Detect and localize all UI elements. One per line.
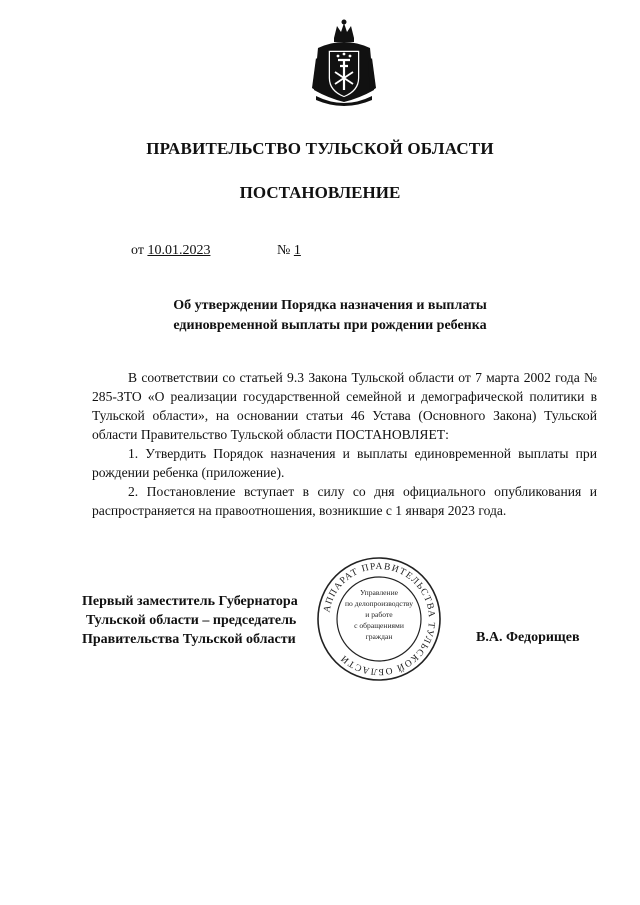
number-sign: № (277, 243, 291, 258)
body-paragraph-preamble: В соответствии со статьей 9.3 Закона Тульской области от 7 марта 2002 года № 285-ЗТО «О реализации государственной семейной и демографической политики в Тульской области», на основании статьи 46 Устава (Основного Закона) Тульской области Правительство Тульской области ПОСТАНОВЛЯЕТ: (92, 370, 597, 442)
signatory-line-3: Правительства Тульской области (82, 632, 296, 647)
body-paragraph-1: 1. Утвердить Порядок назначения и выплаты единовременной выплаты при рождении ребенка (приложение). (92, 446, 597, 480)
date-prefix: от (131, 243, 144, 258)
document-date (131, 243, 210, 259)
subject-line-2: единовременной выплаты при рождении ребенка (173, 318, 487, 333)
stamp-ring-text: АППАРАТ ПРАВИТЕЛЬСТВА ТУЛЬСКОЙ ОБЛАСТИ (322, 561, 437, 677)
subject-line-1: Об утверждении Порядка назначения и выплаты (173, 298, 487, 313)
signatory-line-1: Первый заместитель Губернатора (82, 594, 298, 609)
signatory-position (82, 592, 298, 649)
document-type: ПОСТАНОВЛЕНИЕ (239, 183, 401, 202)
stamp-line-4: с обращениями (354, 621, 404, 630)
stamp-line-2: по делопроизводству (344, 599, 414, 608)
stamp-line-5: граждан (365, 632, 393, 641)
government-title: ПРАВИТЕЛЬСТВО ТУЛЬСКОЙ ОБЛАСТИ (146, 139, 494, 158)
official-stamp (316, 556, 442, 682)
document-subject (120, 296, 540, 336)
coat-of-arms-icon (308, 18, 380, 110)
signatory-line-2: Тульской области – председатель (86, 613, 297, 628)
body-paragraph-2: 2. Постановление вступает в силу со дня официального опубликования и распространяется на правоотношения, возникшие с 1 января 2023 года. (92, 484, 597, 518)
document-body (92, 368, 597, 520)
stamp-line-3: и работе (365, 610, 393, 619)
stamp-line-1: Управление (359, 588, 399, 597)
number-value: 1 (293, 243, 301, 258)
signatory-name: В.А. Федорищев (476, 630, 580, 645)
document-number (277, 243, 301, 259)
date-value: 10.01.2023 (147, 243, 211, 258)
